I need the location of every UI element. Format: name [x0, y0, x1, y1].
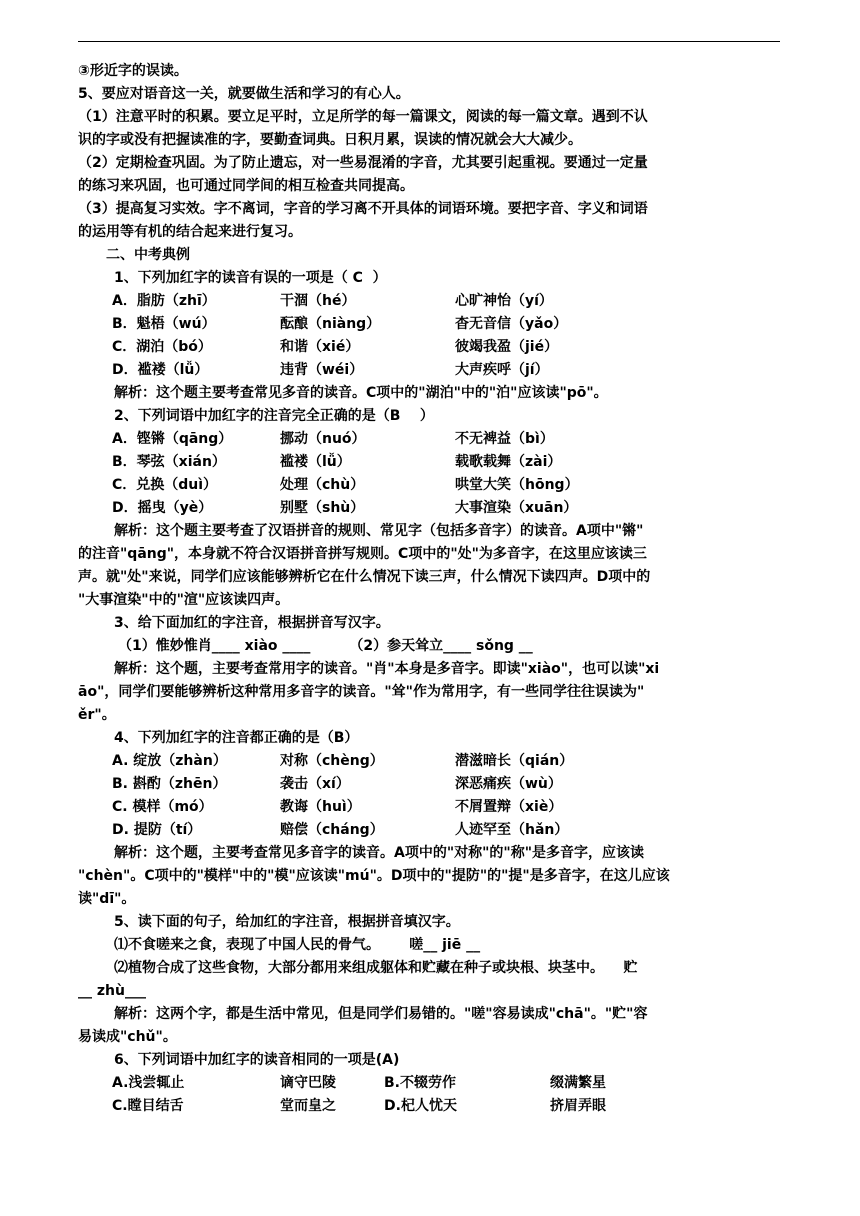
option-row	[78, 290, 786, 313]
option-cell: 哄堂大笑（hōng）	[455, 477, 579, 493]
intro-line: 的练习来巩固，也可通过同学间的相互检查共同提高。	[78, 178, 414, 194]
option-cell: A．铿锵（qāng）	[112, 431, 233, 447]
option-cell: A.浅尝辄止	[112, 1075, 185, 1091]
option-cell: D. 提防（tí）	[112, 822, 202, 838]
analysis-line: ěr"。	[78, 707, 116, 723]
option-cell: 大事渲染（xuān）	[455, 500, 578, 516]
option-cell: 酝酿（niàng）	[280, 316, 381, 332]
option-row	[78, 796, 786, 819]
option-cell: B. 斟酌（zhēn）	[112, 776, 227, 792]
intro-line: （1）注意平时的积累。要立足平时，立足所学的每一篇课文，阅读的每一篇文章。遇到不认	[78, 109, 648, 125]
analysis-line: "大事渲染"中的"渲"应该读四声。	[78, 592, 290, 608]
option-row	[78, 773, 786, 796]
intro-line: 5、要应对语音这一关，就要做生活和学习的有心人。	[78, 86, 410, 102]
option-cell: A．脂肪（zhī）	[112, 293, 216, 309]
option-cell: 彼竭我盈（jié）	[455, 339, 559, 355]
option-row	[78, 1072, 786, 1095]
intro-line: 识的字或没有把握读准的字，要勤查词典。日积月累，误读的情况就会大大减少。	[78, 132, 582, 148]
option-cell: B.不辍劳作	[384, 1075, 456, 1091]
option-cell: 潜滋暗长（qián）	[455, 753, 574, 769]
option-cell: 堂而皇之	[280, 1098, 336, 1114]
question-stem: 3、给下面加红的字注音，根据拼音写汉字。	[114, 615, 390, 631]
question-stem: 5、读下面的句子，给加红的字注音，根据拼音填汉字。	[114, 914, 460, 930]
option-cell: 挤眉弄眼	[550, 1098, 606, 1114]
header-rule	[78, 41, 780, 42]
analysis-line: 的注音"qāng"，本身就不符合汉语拼音拼写规则。C项中的"处"为多音字，在这里应该读三	[78, 546, 647, 562]
sentence-item: ⑵植物合成了这些食物，大部分都用来组成躯体和贮藏在种子或块根、块茎中。 贮	[114, 960, 638, 976]
option-cell: 缀满繁星	[550, 1075, 606, 1091]
option-cell: 褴褛（lǚ）	[280, 454, 351, 470]
option-cell: 不屑置辩（xiè）	[455, 799, 563, 815]
question-stem: 1、下列加红字的读音有误的一项是（ C ）	[114, 270, 387, 286]
option-cell: 大声疾呼（jí）	[455, 362, 549, 378]
question-stem: 4、下列加红字的注音都正确的是（B）	[114, 730, 359, 746]
analysis-line: 解析：这个题主要考查了汉语拼音的规则、常见字（包括多音字）的读音。A项中"锵"	[114, 523, 644, 539]
option-cell: 处理（chù）	[280, 477, 365, 493]
option-cell: B．琴弦（xián）	[112, 454, 226, 470]
option-cell: C.瞠目结舌	[112, 1098, 184, 1114]
analysis-line: "chèn"。C项中的"模样"中的"模"应该读"mú"。D项中的"提防"的"提"是多音字，在这儿应该	[78, 868, 670, 884]
option-row	[78, 750, 786, 773]
intro-line: ③形近字的误读。	[78, 63, 188, 79]
document-body	[78, 60, 786, 1118]
option-row	[78, 336, 786, 359]
analysis-line: 易读成"chǔ"。	[78, 1029, 177, 1045]
question-stem: 2、下列词语中加红字的注音完全正确的是（B ）	[114, 408, 434, 424]
option-row	[78, 428, 786, 451]
option-cell: 挪动（nuó）	[280, 431, 366, 447]
analysis-line: 声。就"处"来说，同学们应该能够辨析它在什么情况下读三声，什么情况下读四声。D项中的	[78, 569, 651, 585]
option-cell: 深恶痛疾（wù）	[455, 776, 562, 792]
option-cell: C．兑换（duì）	[112, 477, 218, 493]
sentence-item: ⑴不食嗟来之食，表现了中国人民的骨气。 嗟__ jiē __	[114, 937, 481, 953]
sentence-item: __ zhù___	[78, 983, 146, 999]
option-cell: 对称（chèng）	[280, 753, 384, 769]
option-cell: B．魁梧（wú）	[112, 316, 216, 332]
option-row	[78, 1095, 786, 1118]
option-cell: D．摇曳（yè）	[112, 500, 213, 516]
option-row	[78, 451, 786, 474]
option-cell: 教诲（huì）	[280, 799, 361, 815]
section-title: 二、中考典例	[106, 247, 190, 263]
option-cell: 谪守巴陵	[280, 1075, 336, 1091]
option-cell: 心旷神怡（yí）	[455, 293, 553, 309]
intro-line: （3）提高复习实效。字不离词，字音的学习离不开具体的词语环境。要把字音、字义和词语	[78, 201, 648, 217]
option-row	[78, 359, 786, 382]
option-cell: 杳无音信（yǎo）	[455, 316, 568, 332]
option-cell: C. 模样（mó）	[112, 799, 213, 815]
fill-blank-items: （1）惟妙惟肖____ xiào ____ （2）参天耸立____ sǒng __	[118, 638, 533, 654]
option-cell: D．褴褛（lǚ）	[112, 362, 209, 378]
option-cell: 干涸（hé）	[280, 293, 356, 309]
intro-line: （2）定期检查巩固。为了防止遗忘，对一些易混淆的字音，尤其要引起重视。要通过一定量	[78, 155, 648, 171]
option-row	[78, 819, 786, 842]
option-cell: 赔偿（cháng）	[280, 822, 384, 838]
analysis-line: āo"，同学们要能够辨析这种常用多音字的读音。"耸"作为常用字，有一些同学往往误读为"	[78, 684, 645, 700]
option-cell: 载歌载舞（zài）	[455, 454, 562, 470]
intro-line: 的运用等有机的结合起来进行复习。	[78, 224, 302, 240]
option-cell: C．湖泊（bó）	[112, 339, 212, 355]
option-row	[78, 313, 786, 336]
option-cell: 袭击（xí）	[280, 776, 350, 792]
option-row	[78, 474, 786, 497]
option-cell: 违背（wéi）	[280, 362, 364, 378]
analysis-line: 解析：这个题，主要考查常见多音字的读音。A项中的"对称"的"称"是多音字，应该读	[114, 845, 645, 861]
analysis-line: 读"dī"。	[78, 891, 136, 907]
option-cell: 别墅（shù）	[280, 500, 365, 516]
option-cell: 不无裨益（bì）	[455, 431, 554, 447]
analysis-line: 解析：这个题，主要考查常用字的读音。"肖"本身是多音字。即读"xiào"，也可以读"xi	[114, 661, 660, 677]
option-cell: D.杞人忧天	[384, 1098, 457, 1114]
option-row	[78, 497, 786, 520]
option-cell: 和谐（xié）	[280, 339, 360, 355]
question-stem: 6、下列词语中加红字的读音相同的一项是(A)	[114, 1052, 400, 1068]
option-cell: A. 绽放（zhàn）	[112, 753, 227, 769]
analysis-line: 解析：这两个字，都是生活中常见，但是同学们易错的。"嗟"容易读成"chā"。"贮"容	[114, 1006, 648, 1022]
analysis-line: 解析：这个题主要考查常见多音的读音。C项中的"湖泊"中的"泊"应该读"pō"。	[114, 385, 608, 401]
option-cell: 人迹罕至（hǎn）	[455, 822, 569, 838]
